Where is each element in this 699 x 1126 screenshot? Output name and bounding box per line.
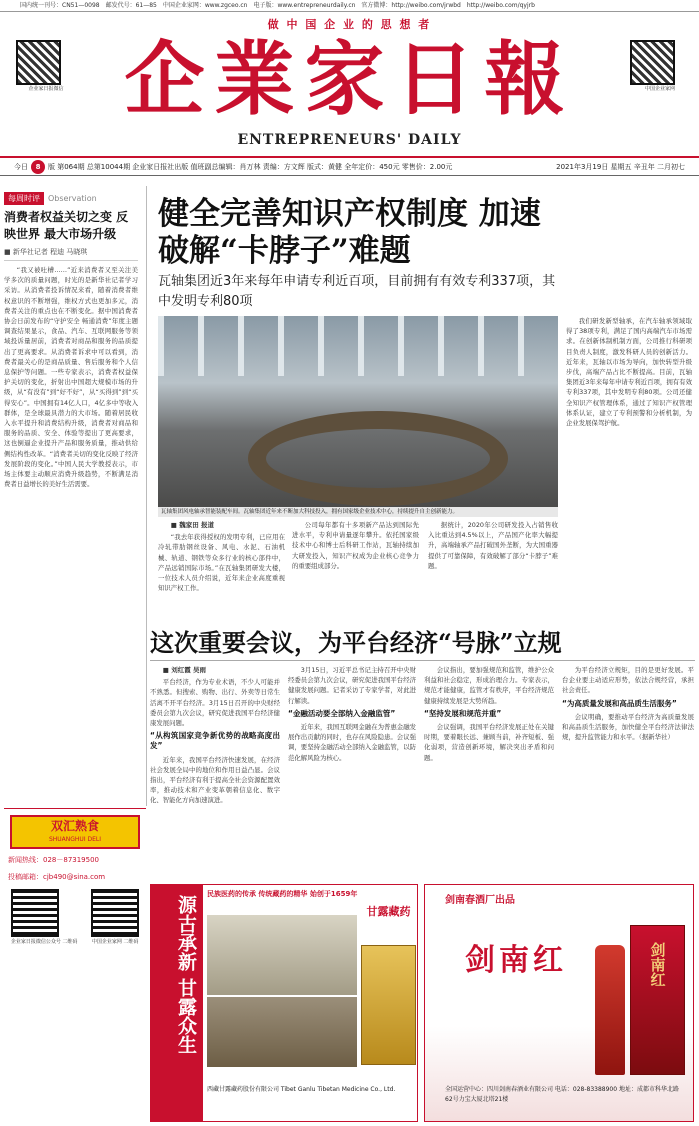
main-byline: ■ 魏家田 报道 [170,521,214,529]
main-col1-text: “我去年获得授权的发明专利，已应用在冷轧带肋钢丝设备、风电、水泥、石油机械、轨道、钢铁等众多行业的核心部件中，产品远销国际市场。”在瓦轴集团研发大楼，一位技术人员介绍说，近年来企业高度重视知识产权工作。 [158,533,285,593]
factory-lights [158,316,558,376]
divider [150,660,695,661]
qr-right-label: 中国企业家网 [644,86,675,92]
issue-details: 版 第064期 总第10044期 企业家日报社出版 值班副总编辑：肖万林 责编：方文辉 版式：黄健 全年定价：450元 零售价：2.00元 [48,163,453,171]
ad-brand: 甘露藏药 [366,905,411,918]
main-story-right-col: 我们研发新型轴承，在汽车轴承领域取得了38项专利，满足了国内高端汽车市场需求。在创新体制机制方面，公司推行科研项目负责人制度，激发科研人员的创新活力。近年来，瓦轴以市场为导向，加快转型升级步伐，高端产品占比不断提高。目前，瓦轴集团近3年来每年申请专利近百项，拥有有效专利337项，其中发明专利80项。公司还健全知识产权管理体系，通过了知识产权管理体系认证，建立了专利预警和分析机制，为企业发展保驾护航。 [566,317,692,428]
main-story-col1 [158,520,285,620]
left-byline: ■ 新华社记者 程迪 马晓琪 [4,247,138,261]
liquor-ad[interactable] [424,884,694,1122]
qr-code-icon [11,889,59,937]
liquor-box-image [630,925,685,1075]
ad-brand-jiannanhong: 剑南红 [465,943,567,978]
second-col4-text: 为平台经济立规矩，目的是更好发展。平台企业要主动适应形势，依法合规经营，承担社会责任。 [562,666,694,695]
column-tag: 每周时评 [4,192,44,205]
newspaper-title: 企業家日報 [124,32,575,126]
second-col3b-text: 会议强调，我国平台经济发展正处在关键时期，要着眼长远、兼顾当前，补齐短板、强化弱项，营造创新环境，解决突出矛盾和问题。 [424,723,554,762]
main-headline[interactable]: 健全完善知识产权制度 加速破解“卡脖子”难题 [158,196,541,269]
second-col1b-text: 近年来，我国平台经济快速发展，在经济社会发展全局中的地位和作用日益凸显。会议指出，平台经济有利于提高全社会资源配置效率，推动技术和产业变革朝着信息化、数字化、智能化方向加速演进。 [150,755,280,805]
shuanghui-logo [10,815,140,849]
qr-left-label: 企业家日报微信 [28,86,64,92]
submission-email: 投稿邮箱：cjb490@sina.com [8,873,106,881]
second-story-col4 [562,665,694,880]
left-advertisement[interactable] [4,808,146,1123]
issue-date: 2021年3月19日 星期五 辛丑年 二月初七 [556,163,685,171]
masthead-slogan: 做 中 国 企 业 的 思 想 者 [267,18,432,31]
second-col2-text: 3月15日，习近平总书记主持召开中央财经委员会第九次会议，研究促进我国平台经济健康发展问题。记者采访了专家学者，对此进行解读。 [288,666,416,705]
main-story-col3: 据统计，2020年公司研发投入占销售收入比重达到4.5%以上，产品国产化率大幅提升，高端轴承产品打破国外垄断，为大国重器提供了可靠保障，有效破解了部分“卡脖子”难题。 [428,521,558,570]
second-headline[interactable]: 这次重要会议，为平台经济“号脉”立规 [150,628,562,657]
section-subhead: “为高质量发展和高品质生活服务” [562,698,677,708]
masthead-qr-right [630,40,690,92]
building-photo [207,915,357,995]
main-story-col2: 公司每年都有十多项新产品达到国际先进水平，专利申请量逐年攀升。依托国家级技术中心和博士后科研工作站，瓦轴持续加大研发投入，知识产权成为企业核心竞争力的重要组成部分。 [292,521,419,570]
issue-info-bar [0,156,699,176]
masthead-qr-left [16,40,76,92]
ad-contact-footer: 全国运营中心：四川剑南春酒业有限公司 电话：028-83388900 地址：成都市科华北路62号力宝大厦北塔21楼 [445,1086,679,1103]
second-story-col3 [424,665,554,880]
second-col3-text: 会议指出，要加强规范和监管，维护公众利益和社会稳定，形成治理合力。专家表示，规范才能健康，监管才有秩序，平台经济规范健康持续发展是大势所趋。 [424,666,554,705]
product-box-image [361,945,416,1065]
second-col4b-text: 会议明确，要推动平台经济为高质量发展和高品质生活服务，加快健全平台经济法律法规，提升监管能力和水平。（据新华社） [562,712,694,742]
news-hotline: 新闻热线：028－87319500 [8,856,99,864]
bearing-ring-image [248,411,508,506]
second-story-col1 [150,665,280,880]
ad-vertical-slogan: 源古承新 甘露众生 [175,895,197,1054]
ad-top-text: 民族医药的传承 传统藏药的精华 始创于1659年 [207,890,358,898]
main-subheadline: 瓦轴集团近3年来每年申请专利近百项，目前拥有有效专利337项，其中发明专利80项 [158,274,556,309]
today-label: 今日 [14,163,28,171]
section-subhead: “坚持发展和规范并重” [424,708,502,718]
second-col2b-text: 近年来，我国互联网金融在为普惠金融发展作出贡献的同时，也存在风险隐患。会议强调，要坚持金融活动全部纳入金融监管，以防范化解风险为核心。 [288,723,416,762]
left-column-observation [0,186,147,806]
left-headline[interactable]: 消费者权益关切之变 反映世界 最大市场升级 [4,210,129,241]
factory-photo [158,316,558,507]
second-col1-text: 平台经济，作为专业术语，不少人可能并不熟悉。但搜索、购物、出行、外卖等日常生活离不开平台经济。3月15日召开的中央财经委员会第九次会议，研究促进我国平台经济健康发展问题。 [150,678,280,728]
qr-row [4,889,146,946]
box-text: 剑南红 [648,942,667,987]
second-byline: ■ 刘红霞 吴雨 [162,666,206,674]
page-number-badge: 8 [31,160,45,174]
ad-company-footer: 西藏甘露藏药股份有限公司 Tibet Ganlu Tibetan Medicine Co., Ltd. [207,1086,396,1093]
ad-head: 剑南春酒厂出品 [445,895,515,906]
section-subhead: “从构筑国家竞争新优势的战略高度出发” [150,731,280,751]
newspaper-title-en: ENTREPRENEURS' DAILY [237,132,462,148]
photo-caption: 瓦轴集团风电轴承智能装配车间。瓦轴集团近年来不断加大科技投入，拥有国家级企业技术中心，持续提升自主创新能力。 [158,507,558,517]
top-info-line: 国内统一刊号：CN51—0098 邮发代号：61—85 中国企业家网：www.zgceo.cn 电子版：www.entrepreneurdaily.cn 官方微博：http://weibo.com/jrwbd http://weibo.com/qyjrb [0,0,699,12]
liquor-bottle-image [595,945,625,1075]
tibetan-medicine-ad[interactable] [150,884,418,1122]
qr-caption: 中国企业家网 二维码 [91,939,139,945]
brand-name: 双汇熟食 [50,819,99,833]
qr-code-icon [630,40,675,85]
left-body-text: “我又被吐槽……”近来消费者又至关注美学多次的质量问题，时光的是新华社记者学习采访。从消费者投诉情况来看，随着消费者维权意识的不断增强，维权方式也更加多元，消费者关注的重点也在不断变化。据中国消费者协会日前发布的“守护安全 畅通消费”年度主题调查结果显示，食品、汽车、互联网服务等领域投诉量居前，消费者对商品和服务的品质提出了更高要求。从消费者诉求中可以看到，消费者最关心的是商品质量、售后服务和个人信息保护等问题。一些专家表示，消费者权益保护关切的变化，折射出中国超大规模市场的升级，从“有没有”到“好不好”，从“买得到”到“买得安心”。中国拥有14亿人口，4亿多中等收入群体，是全球最具潜力的大市场。随着居民收入水平提升和消费结构升级，消费者对商品和服务的品质、安全、体验等提出了更高要求，这也倒逼企业提升产品和服务质量，推动供给侧结构性改革。“消费者关切的变化反映了经济发展阶段的变化。”中国人民大学教授表示，市场主体要主动顺应消费升级趋势，不断满足消费者日益增长的美好生活需要。 [4,266,138,489]
gate-photo [207,997,357,1067]
second-story-col2 [288,665,416,880]
qr-code-icon [91,889,139,937]
section-subhead: “金融活动要全部纳入金融监管” [288,708,396,718]
qr-code-icon [16,40,61,85]
column-tag-en: Observation [48,194,97,203]
qr-caption: 企业家日报微信公众号 二维码 [10,939,78,945]
brand-name-en: SHUANGHUI DELI [48,836,102,843]
